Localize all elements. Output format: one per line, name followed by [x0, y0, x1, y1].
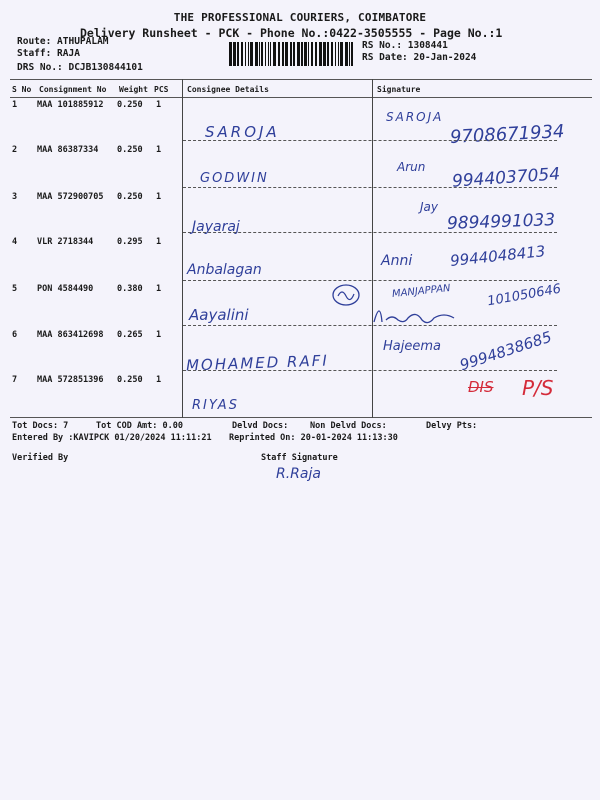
row-phone-handwritten: 9944037054 — [451, 164, 561, 192]
row-weight: 0.380 — [117, 284, 143, 294]
row-sno: 3 — [12, 192, 18, 202]
row-consignment: MAA 572900705 — [37, 192, 104, 202]
row-pcs: 1 — [156, 192, 162, 202]
row-consignee-handwritten: Aayalini — [189, 306, 249, 324]
tot-cod-amt: Tot COD Amt: 0.00 — [96, 421, 183, 431]
reprinted-on: Reprinted On: 20-01-2024 11:13:30 — [229, 433, 398, 443]
barcode-image — [229, 42, 354, 66]
row-separator — [183, 370, 557, 371]
row-signature-handwritten: Anni — [381, 253, 413, 269]
delvd-docs: Delvd Docs: — [232, 421, 289, 431]
row-separator — [183, 280, 557, 281]
column-divider — [182, 79, 183, 418]
row-consignment: PON 4584490 — [37, 284, 94, 294]
row-consignment: MAA 863412698 — [37, 330, 104, 340]
row-separator — [183, 325, 557, 326]
row-phone-handwritten: 9944048413 — [449, 242, 547, 270]
row-consignment: MAA 101885912 — [37, 100, 104, 110]
row-pcs: 1 — [156, 100, 162, 110]
row-consignment: MAA 572851396 — [37, 375, 104, 385]
row-consignment: VLR 2718344 — [37, 237, 94, 247]
rs-number: RS No.: 1308441 — [362, 40, 448, 51]
table-bottom-border — [10, 417, 592, 418]
row-sno: 6 — [12, 330, 18, 340]
row-phone-handwritten: 9994838685 — [457, 327, 554, 375]
col-sno: S No — [12, 85, 32, 94]
col-signature: Signature — [377, 85, 421, 94]
row-consignee-handwritten: RIYAS — [192, 398, 239, 413]
row-separator — [183, 140, 557, 141]
col-consignment: Consignment No — [39, 85, 107, 94]
row-consignee-handwritten: SAROJA — [205, 123, 280, 141]
scribble-mark — [330, 282, 362, 308]
row-signature-handwritten: DIS — [468, 378, 494, 396]
row-consignee-handwritten: Jayaraj — [192, 219, 240, 235]
rs-date: RS Date: 20-Jan-2024 — [362, 52, 477, 63]
row-signature-handwritten: Jay — [420, 200, 438, 214]
row-sno: 7 — [12, 375, 18, 385]
row-pcs: 1 — [156, 284, 162, 294]
row-consignee-handwritten: MOHAMED RAFI — [185, 351, 330, 375]
row-phone-handwritten: 9894991033 — [446, 210, 556, 234]
staff-label: Staff: RAJA — [17, 48, 80, 59]
row-weight: 0.295 — [117, 237, 143, 247]
tot-docs: Tot Docs: 7 — [12, 421, 69, 431]
runsheet-title: Delivery Runsheet - PCK - Phone No.:0422-3505555 - Page No.:1 — [80, 26, 503, 40]
col-pcs: PCS — [154, 85, 169, 94]
col-weight: Weight — [119, 85, 148, 94]
row-pcs: 1 — [156, 237, 162, 247]
row-sno: 4 — [12, 237, 18, 247]
row-signature-handwritten: SAROJA — [386, 110, 444, 124]
non-delvd-docs: Non Delvd Docs: — [310, 421, 387, 431]
row-pcs: 1 — [156, 330, 162, 340]
row-pcs: 1 — [156, 375, 162, 385]
staff-signature-handwritten: R.Raja — [276, 466, 321, 482]
delvy-pts: Delvy Pts: — [426, 421, 478, 431]
column-divider — [372, 79, 373, 418]
row-sno: 2 — [12, 145, 18, 155]
row-separator — [183, 232, 557, 233]
staff-signature-label: Staff Signature — [261, 453, 338, 463]
entered-by: Entered By :KAVIPCK 01/20/2024 11:11:21 — [12, 433, 212, 443]
row-consignee-handwritten: Anbalagan — [187, 262, 262, 278]
table-top-border — [10, 79, 592, 80]
col-consignee: Consignee Details — [187, 85, 269, 94]
row-signature-handwritten: Arun — [397, 160, 426, 174]
row-weight: 0.250 — [117, 100, 143, 110]
row-sno: 1 — [12, 100, 18, 110]
table-header-border — [10, 97, 592, 98]
row-consignee-handwritten: GODWIN — [200, 171, 269, 186]
row-weight: 0.250 — [117, 375, 143, 385]
row-status-handwritten: P/S — [522, 376, 554, 400]
row-signature-handwritten: Hajeema — [383, 339, 441, 354]
row-weight: 0.265 — [117, 330, 143, 340]
row-pcs: 1 — [156, 145, 162, 155]
row-weight: 0.250 — [117, 145, 143, 155]
row-consignment: MAA 86387334 — [37, 145, 99, 155]
row-sno: 5 — [12, 284, 18, 294]
company-title: THE PROFESSIONAL COURIERS, COIMBATORE — [173, 11, 427, 24]
row-separator — [183, 187, 557, 188]
row-phone-handwritten: 9708671934 — [449, 121, 566, 148]
route-label: Route: ATHUPALAM — [17, 36, 109, 47]
row-signature-handwritten: MANJAPPAN — [391, 282, 452, 301]
row-weight: 0.250 — [117, 192, 143, 202]
verified-by-label: Verified By — [12, 453, 69, 463]
drs-number: DRS No.: DCJB130844101 — [17, 62, 143, 73]
row-phone-handwritten: 101050646 — [486, 281, 563, 310]
